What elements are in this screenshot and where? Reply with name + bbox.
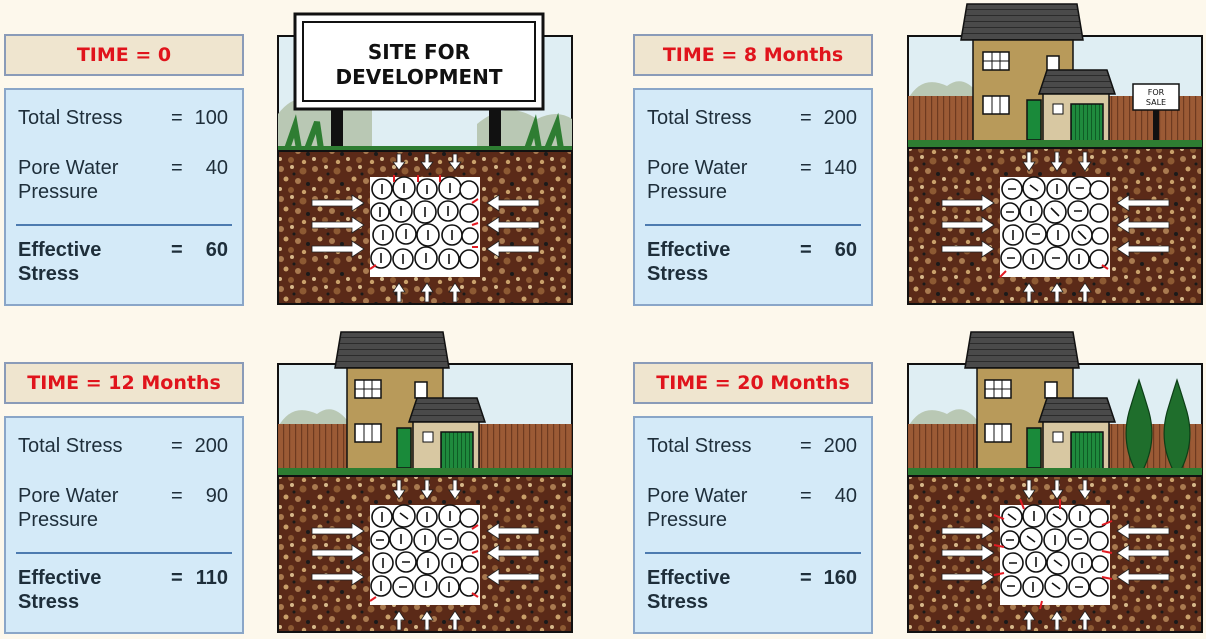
- total-stress-value: 200: [823, 435, 857, 457]
- soil-scene-time-0: [277, 14, 573, 306]
- soil-scene-time-8-months: [907, 4, 1203, 306]
- equals-sign: =: [800, 567, 812, 589]
- pore-water-label-2: Pressure: [18, 181, 99, 203]
- pore-water-label: Pore Water: [647, 485, 748, 507]
- equals-sign: =: [171, 567, 183, 589]
- sign-post-right: [489, 109, 501, 149]
- equals-sign: =: [800, 107, 812, 129]
- sign-text-line2: DEVELOPMENT: [335, 65, 503, 89]
- total-stress-label: Total Stress: [18, 435, 123, 457]
- equals-sign: =: [171, 435, 183, 457]
- total-stress-label: Total Stress: [647, 435, 752, 457]
- pore-water-value: 90: [205, 485, 228, 507]
- sign-post-left: [331, 109, 343, 149]
- divider: [16, 224, 232, 226]
- total-stress-label: Total Stress: [18, 107, 123, 129]
- pore-water-label: Pore Water: [18, 485, 119, 507]
- effective-stress-label: Effective: [647, 239, 731, 261]
- effective-stress-label: Effective: [647, 567, 731, 589]
- effective-stress-label: Effective: [18, 239, 102, 261]
- time-label-8-months: TIME = 8 Months: [633, 34, 873, 76]
- equals-sign: =: [800, 435, 812, 457]
- soil-element: [994, 499, 1112, 609]
- soil-element: [1000, 177, 1110, 277]
- effective-stress-value: 60: [834, 239, 857, 261]
- effective-stress-label: Effective: [18, 567, 102, 589]
- house: [961, 4, 1115, 144]
- house: [965, 332, 1115, 472]
- stress-panel-time-8-months: [633, 88, 873, 306]
- equals-sign: =: [800, 485, 812, 507]
- soil-element: [370, 175, 480, 277]
- pore-water-value: 40: [205, 157, 228, 179]
- pore-water-label: Pore Water: [18, 157, 119, 179]
- stress-panel-time-0: [4, 88, 244, 306]
- total-stress-value: 100: [194, 107, 228, 129]
- front-door: [1027, 428, 1041, 468]
- divider: [645, 224, 861, 226]
- equals-sign: =: [171, 157, 183, 179]
- total-stress-value: 200: [194, 435, 228, 457]
- front-door: [397, 428, 411, 468]
- soil-scene-time-12-months: [277, 332, 573, 634]
- garage-door: [1071, 104, 1103, 144]
- divider: [16, 552, 232, 554]
- time-label-12-months: TIME = 12 Months: [4, 362, 244, 404]
- equals-sign: =: [171, 239, 183, 261]
- effective-stress-value: 110: [195, 567, 228, 589]
- effective-stress-label-2: Stress: [647, 263, 709, 285]
- pore-water-label: Pore Water: [647, 157, 748, 179]
- equals-sign: =: [800, 157, 812, 179]
- pore-water-value: 140: [823, 157, 857, 179]
- total-stress-label: Total Stress: [647, 107, 752, 129]
- pore-water-label-2: Pressure: [18, 509, 99, 531]
- stress-panel-time-12-months: [4, 416, 244, 634]
- equals-sign: =: [800, 239, 812, 261]
- effective-stress-value: 60: [205, 239, 228, 261]
- total-stress-value: 200: [823, 107, 857, 129]
- pore-water-label-2: Pressure: [647, 509, 728, 531]
- for-sale-line2: SALE: [1145, 98, 1167, 107]
- time-label-0: TIME = 0: [4, 34, 244, 76]
- soil-scene-time-20-months: [907, 332, 1203, 634]
- divider: [645, 552, 861, 554]
- pore-water-label-2: Pressure: [647, 181, 728, 203]
- garage-door: [441, 432, 473, 472]
- effective-stress-value: 160: [823, 567, 857, 589]
- effective-stress-label-2: Stress: [18, 591, 80, 613]
- equals-sign: =: [171, 107, 183, 129]
- soil-element: [370, 505, 480, 605]
- sign-text-line1: SITE FOR: [367, 40, 471, 64]
- front-door: [1027, 100, 1041, 140]
- garage-door: [1071, 432, 1103, 472]
- time-label-20-months: TIME = 20 Months: [633, 362, 873, 404]
- for-sale-line1: FOR: [1147, 88, 1165, 97]
- effective-stress-label-2: Stress: [647, 591, 709, 613]
- effective-stress-label-2: Stress: [18, 263, 80, 285]
- house: [335, 332, 485, 472]
- stress-panel-time-20-months: [633, 416, 873, 634]
- equals-sign: =: [171, 485, 183, 507]
- pore-water-value: 40: [834, 485, 857, 507]
